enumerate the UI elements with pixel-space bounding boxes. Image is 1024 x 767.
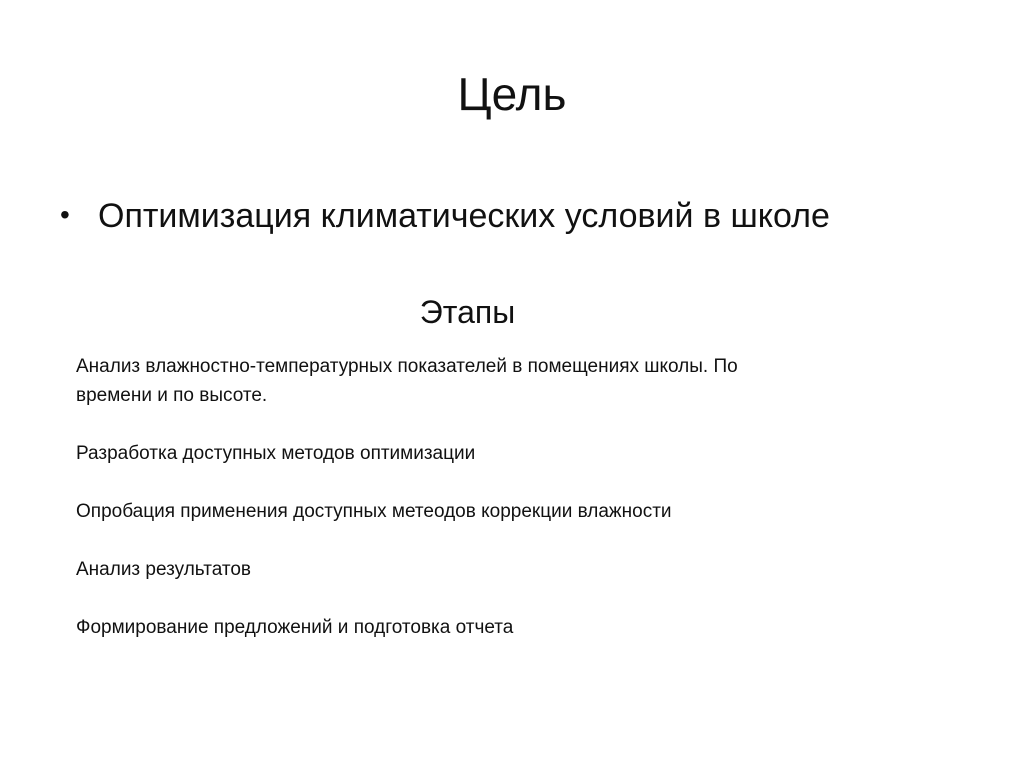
goal-text: Оптимизация климатических условий в школе [98, 197, 830, 235]
bullet-marker: • [60, 199, 70, 230]
stage-item: Анализ влажностно-температурных показателей в помещениях школы. По времени и по высоте. [76, 356, 738, 406]
goal-bullet [60, 190, 900, 242]
stages-heading: Этапы [419, 294, 516, 330]
stage-item: Формирование предложений и подготовка отчета [76, 617, 514, 638]
stages-list [76, 352, 756, 671]
stage-item: Разработка доступных методов оптимизации [76, 443, 476, 464]
slide-title: Цель [457, 68, 567, 120]
stage-item: Анализ результатов [76, 559, 252, 580]
stage-item: Опробация применения доступных метеодов коррекции влажности [76, 501, 672, 522]
